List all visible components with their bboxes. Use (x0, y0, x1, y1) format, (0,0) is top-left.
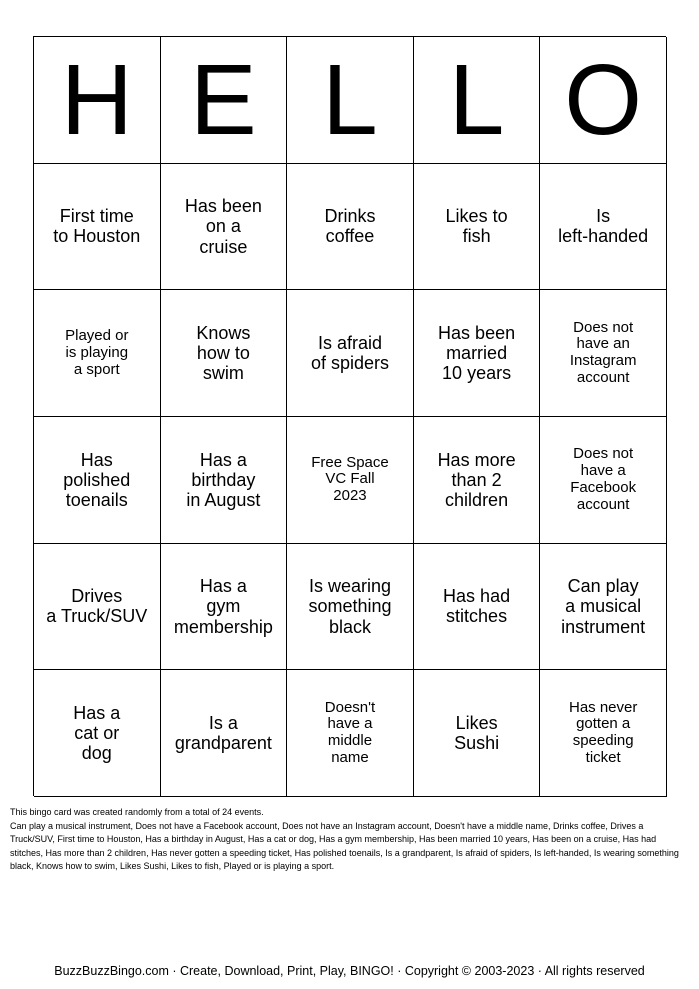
note-summary: This bingo card was created randomly from a total of 24 events. (10, 807, 264, 817)
header-letter-l: L (287, 37, 414, 164)
bingo-cell[interactable]: Has a birthday in August (161, 417, 288, 544)
bingo-cell[interactable]: Has had stitches (414, 544, 541, 671)
note-event-list: Can play a musical instrument, Does not have a Facebook account, Does not have an Instagram account, Doesn't have a middle name, Drinks coffee, Drives a Truck/SUV, First time to Houston, Has a birthday in August, Has a cat or dog, Has a gym membership, Has been married 10 years, Has been on a cruise, Has had stitches, Has more than 2 children, Has never gotten a speeding ticket, Has polished toenails, Is a grandparent, Is afraid of spiders, Is left-handed, Is wearing something black, Knows how to swim, Likes Sushi, Likes to fish, Played or is playing a sport. (10, 820, 679, 871)
header-row (34, 37, 666, 164)
bingo-cell[interactable]: Does not have an Instagram account (540, 290, 667, 417)
bingo-cell[interactable]: Is afraid of spiders (287, 290, 414, 417)
bingo-row (34, 164, 666, 291)
bingo-row (34, 290, 666, 417)
bingo-cell[interactable]: Has been married 10 years (414, 290, 541, 417)
bingo-row (34, 544, 666, 671)
bingo-cell[interactable]: Has never gotten a speeding ticket (540, 670, 667, 797)
bingo-cell[interactable]: Is left-handed (540, 164, 667, 291)
card-note (10, 806, 690, 874)
bingo-cell[interactable]: Does not have a Facebook account (540, 417, 667, 544)
bingo-cell[interactable]: Can play a musical instrument (540, 544, 667, 671)
bingo-cell[interactable]: Free Space VC Fall 2023 (287, 417, 414, 544)
bingo-cell[interactable]: Likes to fish (414, 164, 541, 291)
bingo-cell[interactable]: Doesn't have a middle name (287, 670, 414, 797)
header-letter-e: E (161, 37, 288, 164)
bingo-cell[interactable]: Is a grandparent (161, 670, 288, 797)
bingo-cell[interactable]: Played or is playing a sport (34, 290, 161, 417)
bingo-cell[interactable]: Drives a Truck/SUV (34, 544, 161, 671)
bingo-cell[interactable]: Has polished toenails (34, 417, 161, 544)
bingo-cell[interactable]: Has a cat or dog (34, 670, 161, 797)
bingo-cell[interactable]: Is wearing something black (287, 544, 414, 671)
header-letter-l-2: L (414, 37, 541, 164)
bingo-cell[interactable]: Has a gym membership (161, 544, 288, 671)
bingo-cell[interactable]: Has more than 2 children (414, 417, 541, 544)
header-letter-o: O (540, 37, 667, 164)
header-letter-h: H (34, 37, 161, 164)
bingo-row (34, 417, 666, 544)
bingo-row (34, 670, 666, 797)
bingo-cell[interactable]: Has been on a cruise (161, 164, 288, 291)
bingo-cell[interactable]: First time to Houston (34, 164, 161, 291)
bingo-cell[interactable]: Drinks coffee (287, 164, 414, 291)
page-footer: BuzzBuzzBingo.com · Create, Download, Print, Play, BINGO! · Copyright © 2003-2023 · All rights reserved (54, 964, 645, 978)
bingo-cell[interactable]: Knows how to swim (161, 290, 288, 417)
bingo-grid (34, 164, 666, 797)
bingo-card (33, 36, 666, 796)
bingo-cell[interactable]: Likes Sushi (414, 670, 541, 797)
